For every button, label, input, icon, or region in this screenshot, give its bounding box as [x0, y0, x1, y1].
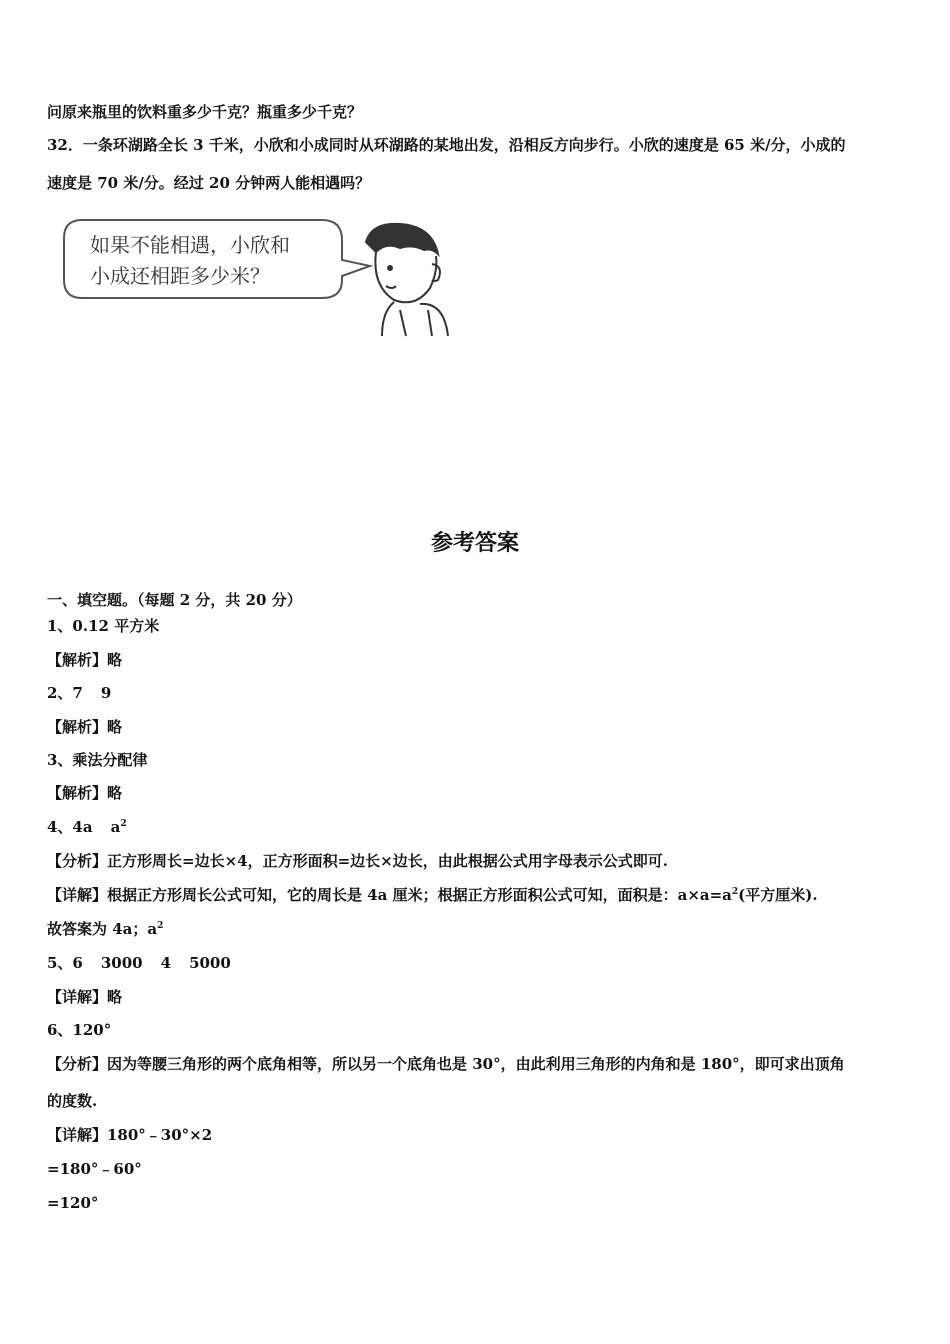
boy-face	[375, 252, 436, 302]
answer-1: 1、0.12 平方米	[47, 617, 160, 635]
bubble-line1: 如果不能相遇，小欣和	[90, 233, 290, 257]
q32-line2: 速度是 70 米/分。经过 20 分钟两人能相遇吗？	[47, 174, 371, 192]
answer-5: 5、6 3000 4 5000	[47, 954, 231, 972]
answer-6: 6、120°	[47, 1021, 112, 1039]
boy-mouth	[386, 286, 396, 288]
answer-2-label: 2、7	[47, 684, 83, 702]
boy-figure	[366, 224, 448, 336]
step-6-2: =180°﹣60°	[47, 1160, 142, 1178]
boy-body	[382, 302, 448, 336]
answers-title: 参考答案	[430, 531, 519, 556]
q32-line1: 32．一条环湖路全长 3 千米，小欣和小成同时从环湖路的某地出发，沿相反方向步行。小欣的速度是 65 米/分，小成的	[47, 136, 846, 154]
answer-3: 3、乘法分配律	[47, 751, 148, 769]
xiangjie-4: 【详解】根据正方形周长公式可知，它的周长是 4a 厘米；根据正方形面积公式可知，面积是：$a\times a=a^2$(平方厘米).	[47, 886, 818, 904]
answer-4-value2: a	[110, 818, 121, 836]
analysis-2: 【解析】略	[47, 718, 123, 736]
bubble-line2: 小成还相距多少米？	[90, 264, 270, 288]
answer-2-value2: 9	[100, 684, 112, 702]
answer-2	[47, 683, 111, 703]
analysis-5: 【详解】略	[47, 988, 123, 1006]
analysis-3: 【解析】略	[47, 784, 123, 802]
step-6-1: 【详解】180°﹣30°×2	[47, 1126, 213, 1144]
step-6-3: =120°	[47, 1194, 99, 1212]
boy-eye	[388, 266, 392, 270]
fenxi-6-line1: 【分析】因为等腰三角形的两个底角相等，所以另一个底角也是 30°，由此利用三角形的内角和是 180°，即可求出顶角	[47, 1055, 845, 1073]
superscript: 2	[157, 921, 164, 931]
fenxi-6-line2: 的度数.	[47, 1092, 98, 1110]
analysis-1: 【解析】略	[47, 651, 123, 669]
answer-4	[47, 817, 127, 837]
q31-tail: 问原来瓶里的饮料重多少千克？瓶重多少千克？	[47, 103, 363, 121]
answer-4-label: 4、4a	[47, 818, 93, 836]
section-heading: 一、填空题。（每题 2 分，共 20 分）	[47, 591, 302, 609]
fenxi-4: 【分析】正方形周长=边长×4，正方形面积=边长×边长，由此根据公式用字母表示公式即可.	[47, 852, 668, 870]
speech-bubble-illustration	[60, 214, 460, 338]
conclusion-4: 故答案为 4a；$a^2$	[47, 920, 164, 938]
boy-hair	[366, 224, 438, 254]
superscript: 2	[120, 819, 127, 829]
superscript: 2	[731, 887, 739, 897]
